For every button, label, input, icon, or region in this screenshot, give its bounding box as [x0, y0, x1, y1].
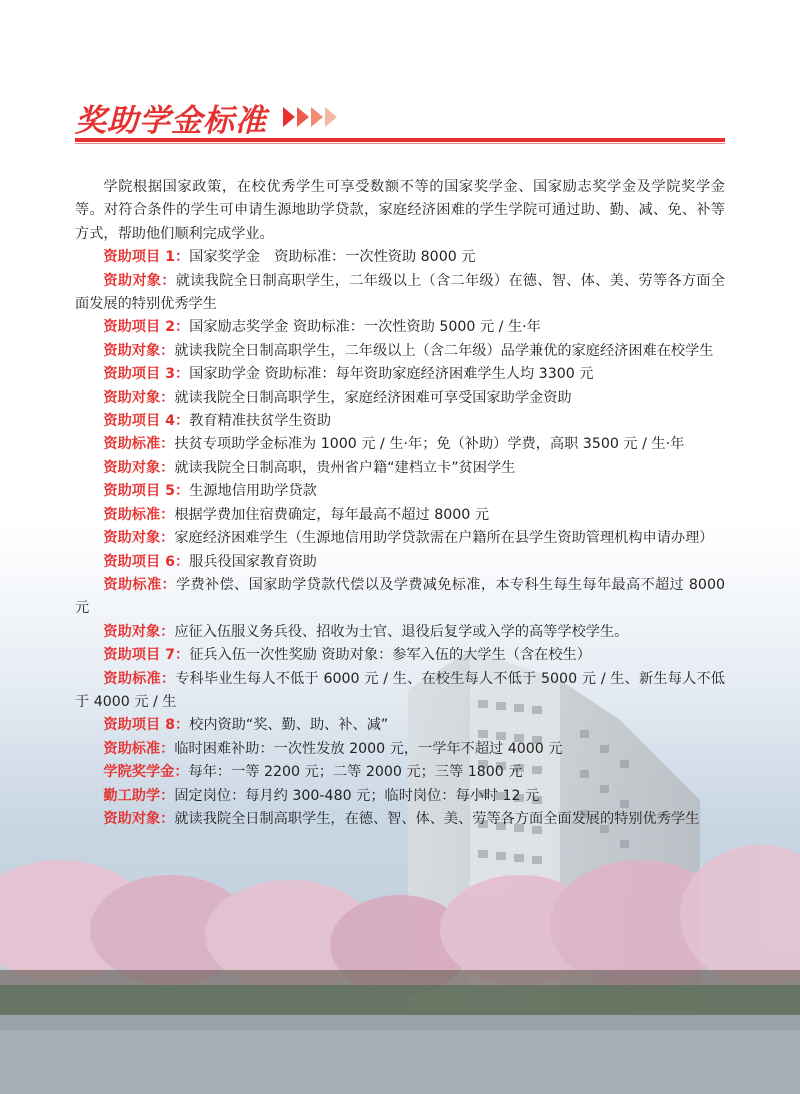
funding-item: [75, 527, 725, 550]
funding-item: [75, 387, 725, 410]
funding-item-text: 根据学费加住宿费确定，每年最高不超过 8000 元: [174, 506, 490, 523]
funding-item-label: 资助项目 5：: [103, 483, 190, 500]
funding-item-text: 服兵役国家教育资助: [189, 553, 317, 570]
funding-item: [75, 340, 725, 363]
funding-item-label: 资助标准：: [103, 506, 175, 523]
funding-item-text: 就读我院全日制高职学生，在德、智、体、美、劳等各方面全面发展的特别优秀学生: [174, 810, 700, 827]
funding-item-label: 资助标准：: [103, 436, 175, 453]
funding-item-text: 国家奖学金 资助标准：一次性资助 8000 元: [189, 249, 476, 266]
intro-paragraph: 学院根据国家政策，在校优秀学生可享受数额不等的国家奖学金、国家励志奖学金及学院奖学金等。对符合条件的学生可申请生源地助学贷款，家庭经济困难的学生学院可通过助、勤、减、免、补等方式，帮助他们顺利完成学业。: [75, 179, 725, 242]
funding-item-label: 学院奖学金：: [103, 764, 189, 781]
funding-item-text: 国家助学金 资助标准：每年资助家庭经济困难学生人均 3300 元: [189, 366, 594, 383]
funding-item-label: 资助项目 3：: [103, 366, 190, 383]
funding-item-text: 每年：一等 2200 元；二等 2000 元；三等 1800 元: [188, 764, 523, 781]
funding-item: [75, 363, 725, 386]
funding-item-label: 资助标准：: [103, 670, 176, 687]
funding-item-label: 勤工助学：: [103, 787, 175, 804]
funding-item-text: 生源地信用助学贷款: [189, 483, 317, 500]
section-header: [75, 92, 345, 142]
funding-standards-body: [75, 176, 725, 831]
title-underline-thin: [75, 143, 725, 144]
funding-item-label: 资助对象：: [103, 389, 175, 406]
funding-item: [75, 246, 725, 269]
funding-item: [75, 761, 725, 784]
funding-item: [75, 785, 725, 808]
funding-item-label: 资助项目 1：: [103, 249, 190, 266]
funding-item: [75, 668, 725, 715]
funding-item-text: 学费补偿、国家助学贷款代偿以及学费减免标准，本专科生每生每年最高不超过 8000 元: [75, 576, 725, 617]
funding-item-label: 资助项目 6：: [103, 553, 190, 570]
funding-item: [75, 270, 725, 317]
funding-item-text: 就读我院全日制高职学生，二年级以上（含二年级）品学兼优的家庭经济困难在校学生: [174, 342, 714, 359]
funding-item: [75, 714, 725, 737]
funding-item: [75, 410, 725, 433]
funding-item-label: 资助标准：: [103, 740, 175, 757]
funding-item-label: 资助标准：: [103, 576, 176, 593]
funding-item-label: 资助对象：: [103, 272, 176, 289]
funding-item: [75, 480, 725, 503]
funding-item-text: 扶贫专项助学金标准为 1000 元 / 生·年；免（补助）学费，高职 3500 元 / 生·年: [174, 436, 685, 453]
page-title: 奖助学金标准: [75, 102, 267, 139]
funding-item-label: 资助项目 4：: [103, 413, 190, 430]
funding-item-text: 家庭经济困难学生（生源地信用助学贷款需在户籍所在县学生资助管理机构申请办理）: [174, 530, 714, 547]
funding-item: [75, 433, 725, 456]
funding-item-text: 专科毕业生每人不低于 6000 元 / 生、在校生每人不低于 5000 元 / 生、新生每人不低于 4000 元 / 生: [75, 670, 725, 710]
funding-item-label: 资助对象：: [103, 530, 175, 547]
funding-item-text: 临时困难补助：一次性发放 2000 元，一学年不超过 4000 元: [174, 740, 563, 757]
funding-item: [75, 316, 725, 339]
funding-item-text: 国家励志奖学金 资助标准：一次性资助 5000 元 / 生·年: [189, 319, 541, 336]
funding-item: [75, 621, 725, 644]
funding-item-text: 征兵入伍一次性奖励 资助对象：参军入伍的大学生（含在校生）: [189, 647, 591, 664]
funding-item-list: [75, 246, 725, 831]
funding-item-label: 资助项目 8：: [103, 717, 190, 734]
funding-item: [75, 457, 725, 480]
funding-item-label: 资助对象：: [103, 459, 175, 476]
arrow-chevrons-icon: [283, 105, 345, 129]
funding-item: [75, 808, 725, 831]
funding-item: [75, 644, 725, 667]
funding-item-text: 就读我院全日制高职学生，二年级以上（含二年级）在德、智、体、美、劳等各方面全面发展的特别优秀学生: [75, 272, 725, 313]
funding-item-text: 就读我院全日制高职，贵州省户籍“建档立卡”贫困学生: [174, 459, 516, 476]
funding-item-label: 资助对象：: [103, 623, 175, 640]
funding-item: [75, 504, 725, 527]
funding-item-text: 校内资助“奖、勤、助、补、减”: [189, 717, 389, 734]
funding-item-text: 教育精准扶贫学生资助: [189, 413, 332, 430]
funding-item: [75, 574, 725, 621]
funding-item: [75, 738, 725, 761]
funding-item-label: 资助项目 2：: [103, 319, 190, 336]
funding-item-text: 就读我院全日制高职学生，家庭经济困难可享受国家助学金资助: [174, 389, 572, 406]
title-underline: [75, 138, 725, 142]
funding-item-text: 固定岗位：每月约 300-480 元；临时岗位：每小时 12 元: [174, 787, 540, 804]
funding-item-label: 资助项目 7：: [103, 647, 190, 664]
funding-item-text: 应征入伍服义务兵役、招收为士官、退役后复学或入学的高等学校学生。: [174, 623, 629, 640]
funding-item: [75, 551, 725, 574]
funding-item-label: 资助对象：: [103, 810, 175, 827]
funding-item-label: 资助对象：: [103, 342, 175, 359]
